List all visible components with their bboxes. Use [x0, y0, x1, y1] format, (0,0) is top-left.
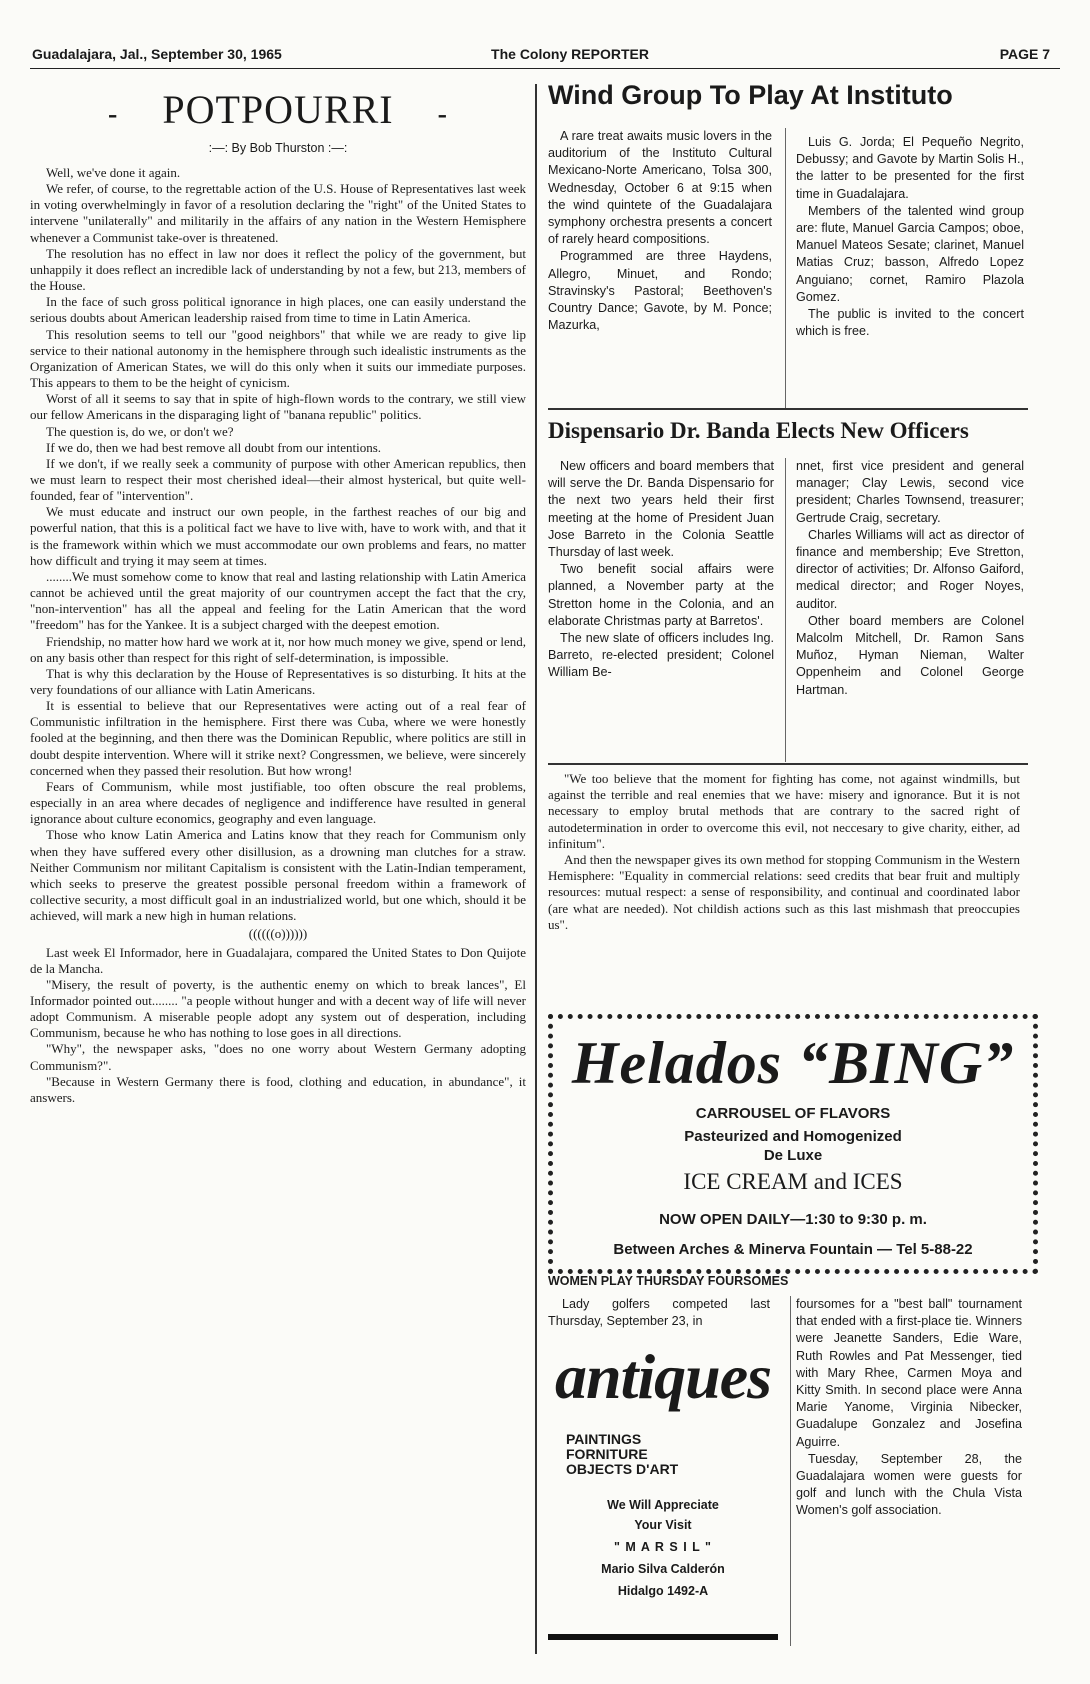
paragraph: Members of the talented wind group are: flute, Manuel Garcia Campos; oboe, Manuel Mateos Sesate; clarinet, Manuel Matias Cruz; basson, Alfredo Lopez Anguiano; cornet, Ramiro Plazola Gomez. — [796, 203, 1024, 304]
paragraph: Lady golfers competed last Thursday, September 23, in — [548, 1297, 770, 1329]
paragraph: The question is, do we, or don't we? — [46, 423, 234, 439]
paragraph: That is why this declaration by the House of Representatives is so disturbing. It hits at the very foundations of our alliance with Latin Americans. — [30, 665, 526, 697]
ad-line: Your Visit — [634, 1518, 692, 1532]
antiques-ad — [548, 1340, 778, 1640]
paragraph: Last week El Informador, here in Guadalajara, compared the United States to Don Quijote de la Mancha. — [30, 944, 526, 976]
paragraph: If we do, then we had best remove all doubt from our intentions. — [46, 439, 382, 455]
ad-tagline: CARROUSEL OF FLAVORS — [695, 1105, 891, 1122]
ad-product: ICE CREAM and ICES — [683, 1169, 903, 1194]
masthead-date: Guadalajara, Jal., September 30, 1965 — [32, 46, 282, 62]
paragraph: If we don't, if we really seek a community of purpose with other American republics, then we must learn to respect their most cherished ideal—their almost hysterical, but quite well-founded, fear of "intervention". — [30, 455, 526, 504]
potpourri-byline: :—: By Bob Thurston :—: — [208, 141, 348, 155]
paragraph: Other board members are Colonel Malcolm Mitchell, Dr. Ramon Sans Muñoz, Hyman Nieman, Walter Oppenheim and Colonel George Hartman. — [796, 613, 1024, 697]
paragraph: foursomes for a "best ball" tournament that ended with a first-place tie. Winners were Jeanette Sanders, Edie Ware, Ruth Rowles and Pat Messenger, tied with Mary Rhee, Carmen Moya and Kitty Smith. In second place were Anna Marie Yanome, Virginia Nibecker, Guadalupe Gonzalez and Josefina Aguirre. — [796, 1297, 1022, 1449]
ad-item: FORNITURE — [566, 1446, 648, 1462]
masthead-paper-name: The Colony REPORTER — [491, 46, 649, 62]
women-golf-headline: WOMEN PLAY THURSDAY FOURSOMES — [548, 1274, 789, 1288]
wind-column-2 — [796, 134, 1024, 340]
paragraph: This resolution seems to tell our "good neighbors" that while we are ready to give lip service to their national autonomy in the hemisphere through such idealistic instruments as the Organization of American States, we will do this only when it suits our immediate purposes. This appears to them to be the height of cynicism. — [30, 326, 526, 391]
women-golf-column-2 — [796, 1296, 1022, 1520]
section-divider — [548, 763, 1028, 765]
paragraph: In the face of such gross political ignorance in high places, one can easily understand the serious doubts about American leadership raised from time to time in Latin America. — [30, 294, 526, 326]
dispensario-headline: Dispensario Dr. Banda Elects New Officers — [548, 418, 969, 443]
title-dash-right: - — [437, 99, 448, 130]
ad-address: Between Arches & Minerva Fountain — Tel 5-88-22 — [613, 1241, 973, 1258]
wind-headline: Wind Group To Play At Instituto — [548, 80, 953, 110]
paragraph: Tuesday, September 28, the Guadalajara women were guests for golf and lunch with the Chula Vista Women's golf association. — [796, 1451, 1022, 1518]
ad-item-list — [566, 1432, 776, 1477]
ad-brand-name: Helados “BING” — [571, 1030, 1015, 1096]
women-golf-intro — [548, 1296, 770, 1330]
section-separator: ((((((o)))))) — [248, 926, 308, 942]
paragraph: The resolution has no effect in law nor does it reflect the policy of the government, but unhappily it does reflect an incredible lack of understanding by not a few, but 213, members of the House. — [30, 245, 526, 294]
dispensario-column-divider — [785, 458, 786, 762]
women-column-divider — [790, 1296, 791, 1646]
paragraph: Worst of all it seems to say that in spite of high-flown words to the contrary, we still view our fellow Americans in the disparaging light of "banana republic" politics. — [30, 391, 526, 423]
ad-item: PAINTINGS — [566, 1431, 642, 1447]
paragraph: Programmed are three Haydens, Allegro, Minuet, and Rondo; Stravinsky's Pastoral; Beethoven's Country Dance; Gavote, by M. Ponce; Mazurka, — [548, 249, 772, 333]
paragraph: Fears of Communism, while most justifiable, too often obscure the real problems, especially in an area where decades of negligence and indifference have resulted in general ignorance about culture economics, geography and even language. — [30, 778, 526, 827]
paragraph: "We too believe that the moment for fighting has come, not against windmills, but against the terrible and real enemies that we have: misery and ignorance. But it is not necessary to employ brutal methods that are contrary to the sacred right of autodetermination in order to overcome this evil, not neccesary to give charity, either, ad infinitum". — [548, 771, 1020, 851]
paragraph: The new slate of officers includes Ing. Barreto, re-elected president; Colonel William Be- — [548, 631, 774, 680]
wind-column-divider — [785, 128, 786, 408]
potpourri-title: POTPOURRI — [162, 87, 394, 132]
potpourri-column — [30, 80, 526, 1106]
dispensario-column-1 — [548, 458, 774, 682]
paragraph: Two benefit social affairs were planned, a November party at the Stretton home in the Colonia, and an elaborate Christmas party at Barretos'. — [548, 562, 774, 628]
ad-detail: Pasteurized and Homogenized — [684, 1128, 902, 1145]
paragraph: And then the newspaper gives its own method for stopping Communism in the Western Hemisphere: "Equality in commercial relations: seed credits that bear fruit and multiply resources: mutual respect: a sense of responsibility, and continual and coordinated labor (are what are needed). Not childish actions such as this last mishmash that preoccupies us". — [548, 852, 1020, 932]
paragraph: New officers and board members that will serve the Dr. Banda Dispensario for the next two years held their first meeting at the home of President Juan Jose Barreto in the Colonia Seattle Thursday of last week. — [548, 459, 774, 560]
title-dash-left: - — [108, 99, 119, 130]
ad-detail: De Luxe — [763, 1147, 823, 1164]
paragraph: ........We must somehow come to know that real and lasting relationship with Latin America cannot be achieved until the great majority of our countrymen accept the fact that the cry, "non-intervention" has all the appeal and feeling for the Latin American that the word "freedom" has for the Yankee. It is a subject charged with the deepest emotion. — [30, 568, 526, 633]
ad-owner: Mario Silva Calderón — [601, 1562, 725, 1576]
paragraph: We refer, of course, to the regrettable action of the U.S. House of Representatives last week in voting overwhelmingly in favor of a resolution declaring the "right" of the United States to intervene "unilaterally" and militarily in the affairs of any nation in the Western Hemisphere whenever a Communist take-over is threatened. — [30, 181, 526, 245]
ad-address: Hidalgo 1492-A — [617, 1584, 709, 1598]
paragraph: The public is invited to the concert which is free. — [796, 307, 1024, 339]
paragraph: "Because in Western Germany there is food, clothing and education, in abundance", it answers. — [30, 1073, 526, 1105]
dispensario-column-2 — [796, 458, 1024, 699]
ad-line: We Will Appreciate — [607, 1498, 719, 1512]
section-divider — [548, 408, 1028, 410]
masthead — [30, 40, 1060, 69]
potpourri-continuation — [548, 771, 1020, 933]
ad-shop-name: " M A R S I L " — [614, 1540, 712, 1554]
paragraph: "Misery, the result of poverty, is the authentic enemy on which to break lances", El Informador pointed out........ "a people without hunger and with a decent way of life will never adopt Communism. A miserable people adopt any system out of desperation, including Communism, because he who has nothing to lose goes in all directions. — [30, 976, 526, 1041]
paragraph: Well, we've done it again. — [46, 165, 181, 180]
paragraph: Luis G. Jorda; El Pequeño Negrito, Debussy; and Gavote by Martin Solis H., the latter to be presented for the first time in Guadalajara. — [796, 135, 1024, 201]
ad-hours: NOW OPEN DAILY—1:30 to 9:30 p. m. — [659, 1211, 927, 1228]
ad-item: OBJECTS D'ART — [566, 1461, 679, 1477]
paragraph: "Why", the newspaper asks, "does no one worry about Western Germany adopting Communism?". — [30, 1041, 526, 1073]
paragraph: It is essential to believe that our Representatives were acting out of a real fear of Communistic infiltration in the hemisphere. First there was Cuba, where we were honestly fooled at the beginning, and then there was the Dominican Republic, where politics are still in doubt despite intervention. Where will it strike next? Congressmen, we believe, were sincerely concerned when they passed their resolution. But how wrong! — [30, 698, 526, 778]
potpourri-title-row — [30, 86, 526, 133]
helados-bing-ad — [548, 1014, 1038, 1274]
paragraph: Charles Williams will act as director of finance and membership; Eve Stretton, director of activities; Dr. Alfonso Gaiford, medical director; and Roger Noyes, auditor. — [796, 527, 1024, 611]
wind-column-1 — [548, 128, 772, 334]
paragraph: A rare treat awaits music lovers in the auditorium of the Instituto Cultural Mexicano-Norte Americano, Tolsa 300, Wednesday, October 6 at 9:15 when the wind quintete of the Guadalajara symphony orchestra presents a concert of rarely heard compositions. — [548, 129, 772, 247]
ad-antiques-title: antiques — [554, 1341, 772, 1412]
ad-bottom-bar — [548, 1634, 778, 1640]
paragraph: nnet, first vice president and general manager; Clay Lewis, second vice president; Charles Townsend, treasurer; Gertrude Craig, secretary. — [796, 459, 1024, 525]
paragraph: Those who know Latin America and Latins know that they reach for Communism only when they have suffered every other disillusion, as a drowning man clutches for a straw. Neither Communism nor militant Capitalism is consistent with the Latin-Indian temperament, which seeks to preserve the greatest possible personal freedom within a framework of collective security, a most difficult goal in an industrialized world, but one which, should it be achieved, will mark a new high in human relations. — [30, 827, 526, 924]
paragraph: We must educate and instruct our own people, in the farthest reaches of our big and powerful nation, that this is a political fact we have to live with, have to work with, and that it is the framework within which we must accommodate our own problems and fears, no matter how difficult and trying it may seem at times. — [30, 504, 526, 568]
paragraph: Friendship, no matter how hard we work at it, nor how much money we give, spend or lend, on any basis other than respect for this right of self-determination, is impossible. — [30, 633, 526, 665]
masthead-page-number: PAGE 7 — [999, 46, 1050, 62]
column-divider — [535, 84, 537, 1654]
